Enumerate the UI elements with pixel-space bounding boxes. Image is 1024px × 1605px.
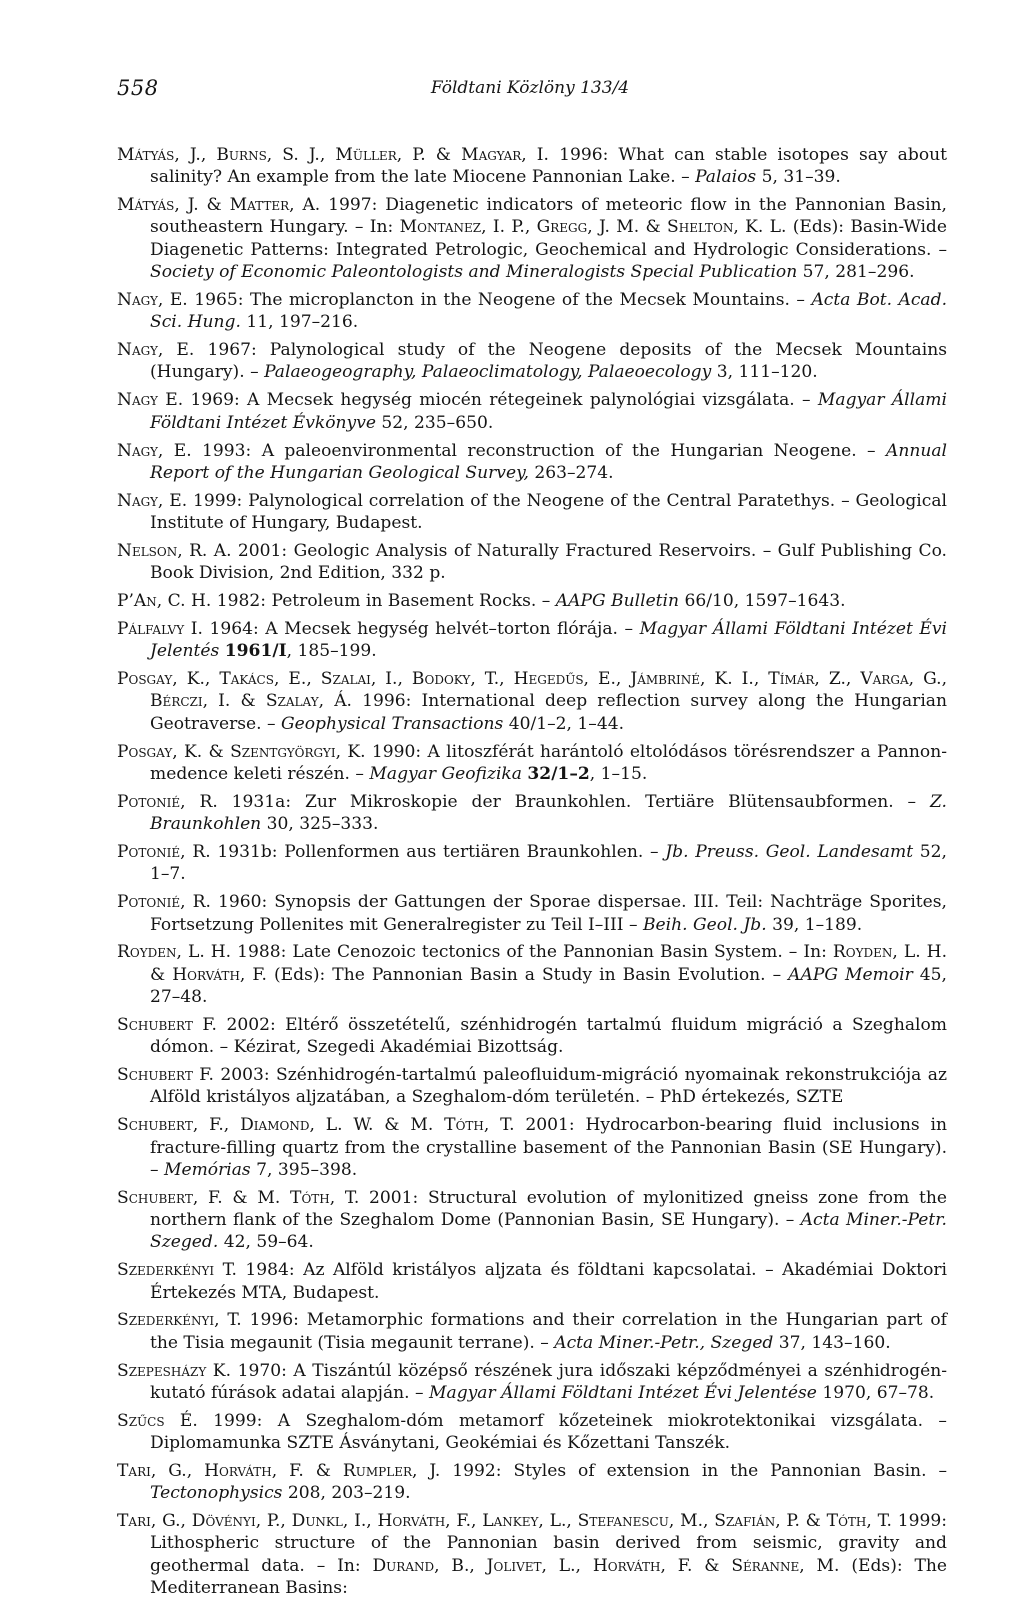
reference-authors: Nagy, E. bbox=[117, 340, 195, 361]
reference-authors: Schubert F. bbox=[117, 1065, 214, 1086]
reference-source-title: Annual Report of the Hungarian Geological Survey, bbox=[150, 440, 947, 483]
reference-text: 39, 1–189. bbox=[766, 914, 863, 935]
reference-text: 40/1–2, 1–44. bbox=[503, 713, 624, 734]
reference-entry bbox=[117, 618, 947, 663]
reference-text: 208, 203–219. bbox=[282, 1483, 411, 1504]
reference-entry bbox=[117, 1114, 947, 1181]
reference-text: 1967: Palynological study of the Neogene deposits of the Mecsek Mountains (Hungary). – bbox=[150, 340, 947, 383]
reference-source-title: Magyar Állami Földtani Intézet Évkönyve bbox=[150, 390, 947, 433]
reference-text: 5, 31–39. bbox=[756, 167, 841, 188]
reference-authors: Nagy, E. bbox=[117, 490, 188, 511]
reference-entry bbox=[117, 389, 947, 434]
reference-entry bbox=[117, 194, 947, 283]
reference-source-title: Tectonophysics bbox=[150, 1483, 283, 1504]
reference-source-title: Acta Miner.-Petr. Szeged. bbox=[150, 1210, 947, 1253]
reference-entry bbox=[117, 1014, 947, 1059]
reference-entry bbox=[117, 590, 947, 612]
reference-authors: Tari, G., Dövényi, P., Dunkl, I., Horváth, F., Lankey, L., Stefanescu, M., Szafián, P. & Tóth, T. bbox=[117, 1511, 892, 1532]
reference-authors: Royden, L. H. & Horváth, F. bbox=[150, 942, 948, 985]
reference-entry bbox=[117, 144, 947, 189]
reference-source-title: Society of Economic Paleontologists and Mineralogists Special Publication bbox=[150, 262, 798, 283]
reference-entry bbox=[117, 440, 947, 485]
reference-text: 1970, 67–78. bbox=[816, 1382, 935, 1403]
reference-text: 2001: Geologic Analysis of Naturally Fractured Reservoirs. – Gulf Publishing Co. Book Division, 2nd Edition, 332 p. bbox=[150, 540, 947, 584]
reference-text: 1999: A Szeghalom-dóm metamorf kőzeteinek miokrotektonikai vizsgálata. – Diplomamunka SZTE Ásványtani, Geokémiai és Kőzettani Tanszék. bbox=[150, 1410, 947, 1454]
reference-text: 45, 27–48. bbox=[150, 964, 947, 1007]
reference-text: 1970: A Tiszántúl középső részének jura időszaki képződményei a szénhidrogén-kutató fúrások adatai alapján. – bbox=[150, 1360, 947, 1403]
reference-volume: 1961/I bbox=[224, 641, 287, 662]
reference-text: 52, 235–650. bbox=[376, 412, 494, 433]
reference-authors: Posgay, K., Takács, E., Szalai, I., Bodoky, T., Hegedűs, E., Jámbriné, K. I., Tímár, Z., Varga, G., Bérczi, I. & Szalay, Á. bbox=[117, 669, 947, 712]
reference-authors: P’An, C. H. bbox=[117, 591, 212, 612]
reference-entry bbox=[117, 841, 947, 886]
reference-text: 1965: The microplancton in the Neogene of the Mecsek Mountains. – bbox=[187, 289, 812, 310]
reference-authors: Szepesházy K. bbox=[117, 1360, 232, 1381]
reference-authors: Szederkényi T. bbox=[117, 1260, 237, 1281]
reference-text: 11, 197–216. bbox=[240, 312, 359, 333]
reference-source-title: Magyar Állami Földtani Intézet Évi Jelentése bbox=[429, 1382, 817, 1403]
reference-entry bbox=[117, 891, 947, 936]
reference-entry bbox=[117, 1064, 947, 1109]
reference-text: 1988: Late Cenozoic tectonics of the Pannonian Basin System. – In: bbox=[231, 942, 833, 963]
reference-entry bbox=[117, 668, 947, 735]
reference-text: 1993: A paleoenvironmental reconstruction of the Hungarian Neogene. – bbox=[191, 440, 886, 461]
reference-entry bbox=[117, 289, 947, 334]
reference-source-title: Magyar Állami Földtani Intézet Évi Jelentés bbox=[150, 618, 947, 662]
reference-source-title: Palaeogeography, Palaeoclimatology, Palaeoecology bbox=[264, 362, 712, 383]
reference-authors: Montanez, I. P., Gregg, J. M. & Shelton, K. L. bbox=[399, 217, 787, 238]
reference-text: 1931b: Pollenformen aus tertiären Braunkohlen. – bbox=[210, 842, 666, 863]
reference-authors: Tari, G., Horváth, F. & Rumpler, J. bbox=[117, 1460, 441, 1481]
reference-authors: Potonié, R. bbox=[117, 791, 218, 812]
reference-source-title: Geophysical Transactions bbox=[280, 713, 504, 734]
reference-text: 52, 1–7. bbox=[150, 842, 947, 885]
reference-list bbox=[117, 144, 947, 1605]
reference-authors: Durand, B., Jolivet, L., Horváth, F. & Séranne, M. bbox=[372, 1555, 840, 1576]
reference-entry bbox=[117, 540, 947, 585]
reference-entry bbox=[117, 339, 947, 384]
reference-entry bbox=[117, 1259, 947, 1304]
reference-text: 1996: International deep reflection survey along the Hungarian Geotraverse. – bbox=[150, 691, 947, 734]
reference-text: 1990: A litoszférát harántoló eltolódásos törésrendszer a Pannon-medence keleti részén. – bbox=[150, 741, 947, 784]
reference-text: 1996: Metamorphic formations and their correlation in the Hungarian part of the Tisia megaunit (Tisia megaunit terrane). – bbox=[150, 1310, 947, 1353]
reference-text: (Eds): The Mediterranean Basins: bbox=[150, 1555, 948, 1599]
reference-entry bbox=[117, 941, 947, 1008]
reference-entry bbox=[117, 741, 947, 786]
reference-authors: Mátyás, J. & Matter, A. bbox=[117, 195, 321, 216]
reference-text: 7, 395–398. bbox=[250, 1159, 358, 1180]
reference-entry bbox=[117, 1410, 947, 1455]
reference-text: 1964: A Mecsek hegység helvét–torton flórája. – bbox=[202, 618, 640, 639]
reference-authors: Schubert, F., Diamond, L. W. & M. Tóth, T. bbox=[117, 1115, 515, 1136]
reference-authors: Szederkényi, T. bbox=[117, 1310, 242, 1331]
reference-source-title: Beih. Geol. Jb. bbox=[642, 914, 767, 935]
reference-text: 1931a: Zur Mikroskopie der Braunkohlen. Tertiäre Blütensaubformen. – bbox=[217, 791, 930, 812]
reference-authors: Nagy, E. bbox=[117, 440, 192, 461]
reference-entry bbox=[117, 1187, 947, 1254]
reference-text: 2002: Eltérő összetételű, szénhidrogén tartalmú fluidum migráció a Szeghalom dómon. – Kézirat, Szegedi Akadémiai Bizottság. bbox=[150, 1014, 947, 1058]
reference-entry bbox=[117, 1360, 947, 1405]
reference-text: 1982: Petroleum in Basement Rocks. – bbox=[211, 591, 556, 612]
reference-text: 263–274. bbox=[528, 462, 614, 483]
reference-text: , 1–15. bbox=[589, 763, 648, 784]
reference-authors: Szűcs É. bbox=[117, 1410, 198, 1431]
reference-text: , 185–199. bbox=[286, 641, 377, 662]
reference-authors: Schubert, F. & M. Tóth, T. bbox=[117, 1187, 360, 1208]
reference-source-title: Jb. Preuss. Geol. Landesamt bbox=[665, 842, 914, 863]
reference-source-title: Palaios bbox=[695, 167, 757, 188]
reference-text: 30, 325–333. bbox=[261, 814, 379, 835]
reference-source-title: AAPG Bulletin bbox=[555, 591, 680, 612]
reference-entry bbox=[117, 1460, 947, 1505]
page-number: 558 bbox=[117, 76, 159, 100]
reference-entry bbox=[117, 1309, 947, 1354]
reference-authors: Posgay, K. & Szentgyörgyi, K. bbox=[117, 741, 366, 762]
reference-authors: Nagy, E. bbox=[117, 289, 188, 310]
reference-text: 1999: Palynological correlation of the Neogene of the Central Paratethys. – Geological Institute of Hungary, Budapest. bbox=[150, 490, 948, 534]
reference-source-title: Acta Miner.-Petr., Szeged bbox=[554, 1332, 774, 1353]
reference-text: 3, 111–120. bbox=[711, 362, 818, 383]
reference-text: (Eds): Basin-Wide Diagenetic Patterns: Integrated Petrologic, Geochemical and Hydrologic Considerations. – bbox=[150, 217, 947, 260]
reference-text: 37, 143–160. bbox=[773, 1332, 891, 1353]
reference-source-title: Z. Braunkohlen bbox=[150, 791, 947, 835]
reference-text: 42, 59–64. bbox=[218, 1232, 314, 1253]
reference-authors: Royden, L. H. bbox=[117, 942, 232, 963]
reference-text: 1996: What can stable isotopes say about salinity? An example from the late Miocene Pannonian Lake. – bbox=[150, 145, 947, 188]
reference-text: 66/10, 1597–1643. bbox=[679, 591, 846, 612]
reference-text: (Eds): The Pannonian Basin a Study in Basin Evolution. – bbox=[266, 964, 789, 985]
reference-text: 2001: Hydrocarbon-bearing fluid inclusions in fracture-filling quartz from the crystalline basement of the Pannonian Basin (SE Hungary). – bbox=[150, 1115, 947, 1180]
reference-volume: 32/1–2 bbox=[527, 763, 590, 784]
reference-text: 1969: A Mecsek hegység miocén rétegeinek palynológiai vizsgálata. – bbox=[183, 390, 818, 411]
reference-authors: Potonié, R. bbox=[117, 842, 211, 863]
reference-entry bbox=[117, 490, 947, 535]
reference-authors: Potonié, R. bbox=[117, 892, 211, 913]
reference-text: 57, 281–296. bbox=[797, 262, 915, 283]
reference-source-title: Acta Bot. Acad. Sci. Hung. bbox=[150, 289, 947, 333]
reference-text: 1997: Diagenetic indicators of meteoric flow in the Pannonian Basin, southeastern Hungary. – In: bbox=[150, 195, 947, 238]
reference-authors: Nagy E. bbox=[117, 390, 184, 411]
journal-running-title: Földtani Közlöny 133/4 bbox=[430, 78, 630, 98]
reference-entry bbox=[117, 1510, 947, 1599]
reference-source-title: Memórias bbox=[163, 1159, 251, 1180]
reference-authors: Nelson, R. A. bbox=[117, 540, 232, 561]
reference-authors: Pálfalvy I. bbox=[117, 618, 203, 639]
reference-source-title: AAPG Memoir bbox=[788, 964, 913, 985]
reference-text: 2003: Szénhidrogén-tartalmú paleofluidum-migráció nyomainak rekonstrukciója az Alföld kristályos aljzatában, a Szeghalom-dóm területén. – PhD értekezés, SZTE bbox=[150, 1065, 947, 1108]
reference-text: 1960: Synopsis der Gattungen der Sporae dispersae. III. Teil: Nachträge Sporites, Fortsetzung Pollenites mit Generalregister zu Teil I–III – bbox=[150, 892, 947, 935]
reference-text: 1999: Lithospheric structure of the Pannonian basin derived from seismic, gravity and geothermal data. – In: bbox=[150, 1511, 947, 1576]
reference-text: 1984: Az Alföld kristályos aljzata és földtani kapcsolatai. – Akadémiai Doktori Értekezés MTA, Budapest. bbox=[150, 1260, 948, 1303]
reference-text: 1992: Styles of extension in the Pannonian Basin. – bbox=[440, 1460, 947, 1481]
reference-authors: Mátyás, J., Burns, S. J., Müller, P. & Magyar, I. bbox=[117, 145, 549, 165]
reference-text: 2001: Structural evolution of mylonitized gneiss zone from the northern flank of the Szeghalom Dome (Pannonian Basin, SE Hungary). – bbox=[150, 1187, 947, 1231]
reference-entry bbox=[117, 791, 947, 836]
reference-authors: Schubert F. bbox=[117, 1014, 217, 1035]
reference-source-title: Magyar Geofizika bbox=[369, 763, 522, 784]
page-header bbox=[117, 76, 943, 106]
